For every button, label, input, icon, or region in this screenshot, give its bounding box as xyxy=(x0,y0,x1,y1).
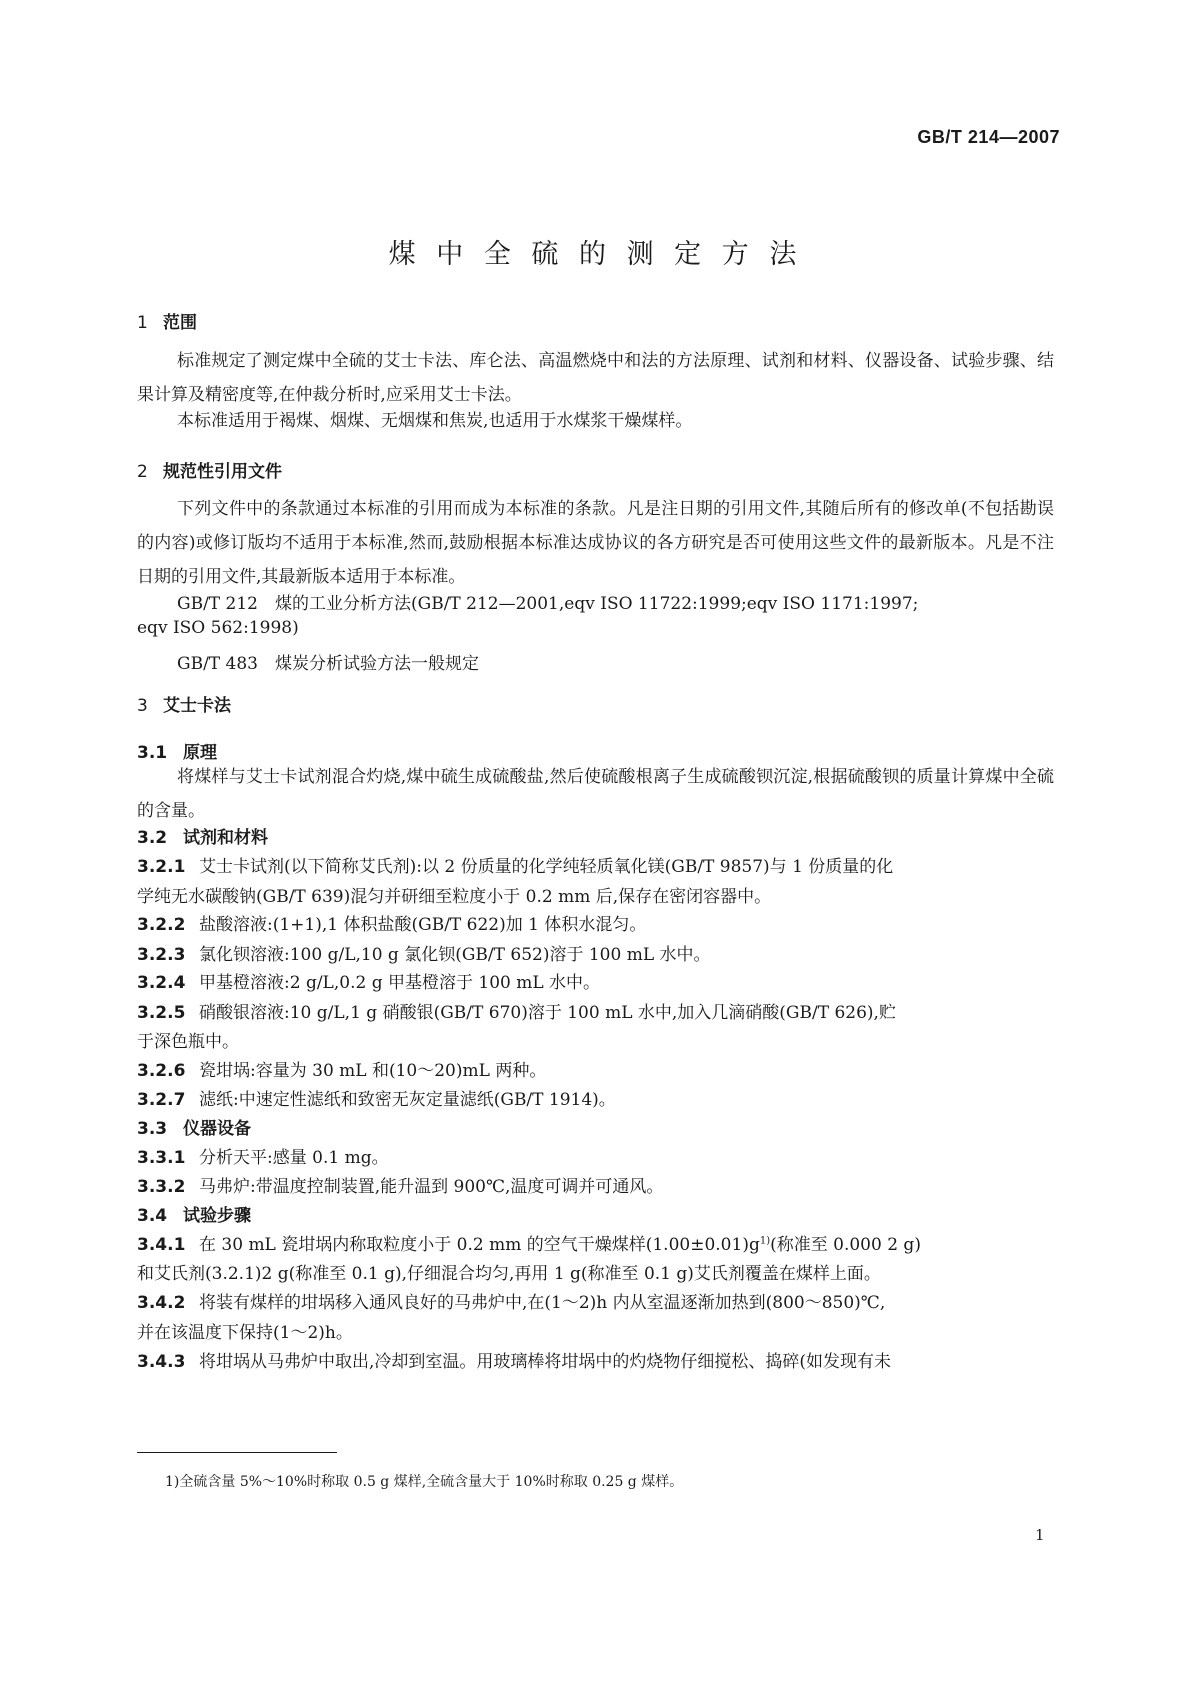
clause-number: 3.4.1 xyxy=(137,1235,186,1255)
clause-text-line-1: 将坩埚从马弗炉中取出,冷却到室温。用玻璃棒将坩埚中的灼烧物仔细搅松、捣碎(如发现有未 xyxy=(199,1352,892,1372)
clause-text-line-1: 将装有煤样的坩埚移入通风良好的马弗炉中,在(1～2)h 内从室温逐渐加热到(800～850)℃, xyxy=(199,1293,886,1313)
section-3-heading xyxy=(137,691,231,716)
clause-3-2-2 xyxy=(137,910,646,935)
reference-gbt-212-line-1: GB/T 212 煤的工业分析方法(GB/T 212—2001,eqv ISO 11722:1999;eqv ISO 1171:1997; xyxy=(177,594,919,614)
clause-3-2-3 xyxy=(137,940,711,965)
footnote-separator xyxy=(137,1452,337,1453)
clause-title: 试剂和材料 xyxy=(183,828,268,848)
clause-number: 3.4.2 xyxy=(137,1293,186,1313)
clause-text-part-a: 在 30 mL 瓷坩埚内称取粒度小于 0.2 mm 的空气干燥煤样(1.00±0.01)g xyxy=(199,1235,760,1255)
clause-3-2-5 xyxy=(137,998,896,1023)
section-1-paragraph-2: 本标准适用于褐煤、烟煤、无烟煤和焦炭,也适用于水煤浆干燥煤样。 xyxy=(177,411,693,431)
clause-3-2-4 xyxy=(137,968,600,993)
clause-text: 氯化钡溶液:100 g/L,10 g 氯化钡(GB/T 652)溶于 100 mL 水中。 xyxy=(199,945,711,965)
footnote: 1)全硫含量 5%～10%时称取 0.5 g 煤样,全硫含量大于 10%时称取 0.25 g 煤样。 xyxy=(165,1474,684,1490)
section-number: 3 xyxy=(137,696,148,716)
clause-number: 3.1 xyxy=(137,743,168,763)
clause-3-2-1 xyxy=(137,852,893,877)
section-number: 1 xyxy=(137,313,148,333)
clause-3-4-1 xyxy=(137,1230,921,1255)
clause-3-2-1-line-2: 学纯无水碳酸钠(GB/T 639)混匀并研细至粒度小于 0.2 mm 后,保存在密闭容器中。 xyxy=(137,887,772,907)
clause-text: 瓷坩埚:容量为 30 mL 和(10～20)mL 两种。 xyxy=(199,1061,547,1081)
clause-text-line-1: 艾士卡试剂(以下简称艾氏剂):以 2 份质量的化学纯轻质氧化镁(GB/T 9857)与 1 份质量的化 xyxy=(199,857,894,877)
clause-3-3-2 xyxy=(137,1172,663,1197)
section-number: 2 xyxy=(137,462,148,482)
clause-number: 3.2.3 xyxy=(137,945,186,965)
clause-number: 3.2 xyxy=(137,828,168,848)
reference-gbt-483: GB/T 483 煤炭分析试验方法一般规定 xyxy=(177,654,479,674)
clause-title: 仪器设备 xyxy=(183,1119,251,1139)
clause-number: 3.2.6 xyxy=(137,1061,186,1081)
clause-3-2-7 xyxy=(137,1085,616,1110)
section-1-paragraph-1: 标准规定了测定煤中全硫的艾士卡法、库仑法、高温燃烧中和法的方法原理、试剂和材料、仪器设备、试验步骤、结果计算及精密度等,在仲裁分析时,应采用艾士卡法。 xyxy=(137,351,1054,405)
footnote-reference: 1) xyxy=(759,1235,771,1247)
clause-text: 马弗炉:带温度控制装置,能升温到 900℃,温度可调并可通风。 xyxy=(199,1177,664,1197)
section-1-heading xyxy=(137,308,197,333)
clause-3-1-text: 将煤样与艾士卡试剂混合灼烧,煤中硫生成硫酸盐,然后使硫酸根离子生成硫酸钡沉淀,根据硫酸钡的质量计算煤中全硫的含量。 xyxy=(137,767,1054,821)
standard-code: GB/T 214—2007 xyxy=(917,127,1060,147)
clause-number: 3.3.2 xyxy=(137,1177,186,1197)
clause-3-3-heading xyxy=(137,1114,251,1139)
clause-text: 分析天平:感量 0.1 mg。 xyxy=(199,1148,389,1168)
clause-number: 3.2.1 xyxy=(137,857,186,877)
section-2-heading xyxy=(137,457,282,482)
clause-text-line-1: 硝酸银溶液:10 g/L,1 g 硝酸银(GB/T 670)溶于 100 mL 水中,加入几滴硝酸(GB/T 626),贮 xyxy=(199,1003,896,1023)
clause-title: 试验步骤 xyxy=(183,1206,251,1226)
clause-text-part-b: (称准至 0.000 2 g) xyxy=(770,1235,921,1255)
clause-number: 3.2.4 xyxy=(137,973,186,993)
document-title: 煤 中 全 硫 的 测 定 方 法 xyxy=(388,239,803,270)
section-2-paragraph-1: 下列文件中的条款通过本标准的引用而成为本标准的条款。凡是注日期的引用文件,其随后所有的修改单(不包括勘误的内容)或修订版均不适用于本标准,然而,鼓励根据本标准达成协议的各方研究是否可使用这些文件的最新版本。凡是不注日期的引用文件,其最新版本适用于本标准。 xyxy=(137,499,1054,587)
page-number: 1 xyxy=(1035,1526,1045,1544)
clause-text: 盐酸溶液:(1+1),1 体积盐酸(GB/T 622)加 1 体积水混匀。 xyxy=(199,915,647,935)
clause-text: 滤纸:中速定性滤纸和致密无灰定量滤纸(GB/T 1914)。 xyxy=(199,1090,616,1110)
section-title: 规范性引用文件 xyxy=(163,462,282,482)
clause-3-4-1-line-2: 和艾氏剂(3.2.1)2 g(称准至 0.1 g),仔细混合均匀,再用 1 g(称准至 0.1 g)艾氏剂覆盖在煤样上面。 xyxy=(137,1264,881,1284)
clause-number: 3.4 xyxy=(137,1206,168,1226)
section-title: 艾士卡法 xyxy=(163,696,231,716)
clause-number: 3.4.3 xyxy=(137,1352,186,1372)
reference-gbt-212-line-2: eqv ISO 562:1998) xyxy=(137,618,299,638)
clause-number: 3.2.2 xyxy=(137,915,186,935)
clause-title: 原理 xyxy=(183,743,217,763)
clause-number: 3.2.5 xyxy=(137,1003,186,1023)
clause-text: 甲基橙溶液:2 g/L,0.2 g 甲基橙溶于 100 mL 水中。 xyxy=(199,973,601,993)
clause-3-2-heading xyxy=(137,823,268,848)
clause-3-2-5-line-2: 于深色瓶中。 xyxy=(137,1032,239,1052)
clause-number: 3.3 xyxy=(137,1119,168,1139)
clause-number: 3.3.1 xyxy=(137,1148,186,1168)
clause-number: 3.2.7 xyxy=(137,1090,186,1110)
clause-3-4-heading xyxy=(137,1201,251,1226)
clause-3-3-1 xyxy=(137,1143,389,1168)
clause-3-4-3 xyxy=(137,1347,891,1372)
clause-3-2-6 xyxy=(137,1056,546,1081)
clause-3-4-2-line-2: 并在该温度下保持(1～2)h。 xyxy=(137,1323,353,1343)
clause-3-4-2 xyxy=(137,1288,885,1313)
section-title: 范围 xyxy=(163,313,197,333)
